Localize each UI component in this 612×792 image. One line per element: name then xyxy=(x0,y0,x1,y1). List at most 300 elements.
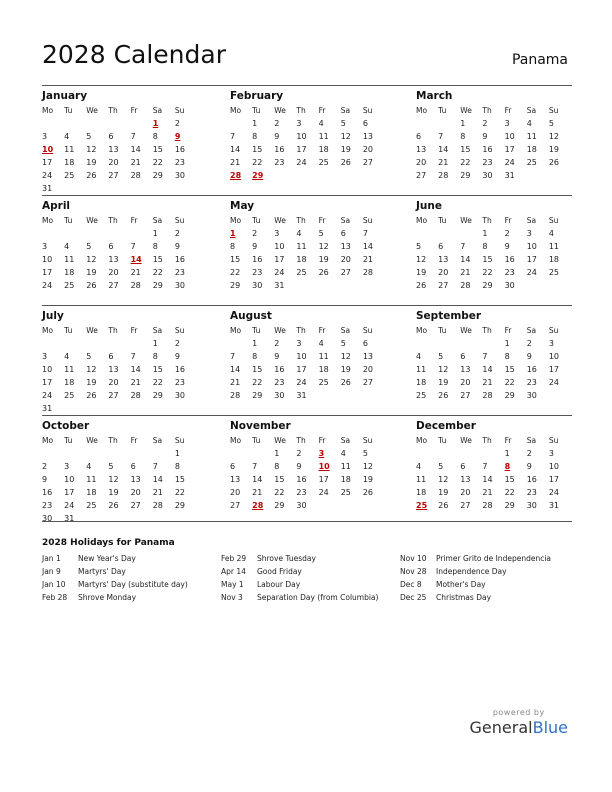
day-cell: 31 xyxy=(64,514,75,523)
day-cell: 3 xyxy=(548,449,554,458)
day-cell: 2 xyxy=(504,229,510,238)
day-cell: 25 xyxy=(340,488,351,497)
weekday-header xyxy=(416,214,571,227)
day-cell: 28 xyxy=(230,391,241,400)
empty-cell xyxy=(86,117,108,130)
day-cell: 27 xyxy=(108,391,119,400)
day-cell: 18 xyxy=(340,475,351,484)
day-cell: 27 xyxy=(340,268,351,277)
empty-cell xyxy=(416,337,438,350)
day-cell: 23 xyxy=(526,378,537,387)
weekday-label: Fr xyxy=(130,326,138,335)
day-cell: 6 xyxy=(362,339,368,348)
weekday-label: We xyxy=(274,436,286,445)
calendar-row xyxy=(42,305,572,415)
empty-cell xyxy=(175,512,197,525)
day-cell: 9 xyxy=(252,242,258,251)
day-cell: 2 xyxy=(274,119,280,128)
weekday-label: Th xyxy=(296,326,306,335)
day-cell: 22 xyxy=(152,378,163,387)
week-row xyxy=(230,447,385,460)
day-cell: 14 xyxy=(482,475,493,484)
day-cell: 23 xyxy=(482,158,493,167)
week-row xyxy=(42,402,197,415)
week-row xyxy=(230,279,385,292)
weekday-label: Th xyxy=(482,436,492,445)
empty-cell xyxy=(527,279,549,292)
weekday-label: Su xyxy=(174,216,185,225)
weekday-label: Su xyxy=(548,106,559,115)
month-june xyxy=(416,198,571,292)
day-cell: 30 xyxy=(482,171,493,180)
day-cell: 15 xyxy=(230,255,241,264)
empty-cell xyxy=(341,499,363,512)
day-cell: 14 xyxy=(152,475,163,484)
week-row xyxy=(416,240,571,253)
day-cell: 19 xyxy=(362,475,374,484)
month-name: December xyxy=(416,420,476,432)
day-cell: 7 xyxy=(230,132,236,141)
day-cell: 9 xyxy=(296,462,302,471)
holiday-name: Primer Grito de Independencia xyxy=(436,554,551,563)
day-cell: 6 xyxy=(340,229,346,238)
weekday-label: Th xyxy=(296,436,306,445)
day-cell: 31 xyxy=(296,391,307,400)
day-cell: 6 xyxy=(438,242,444,251)
day-cell: 11 xyxy=(86,475,97,484)
day-cell: 6 xyxy=(130,462,136,471)
empty-cell xyxy=(42,337,64,350)
holiday-date: Jan 10 xyxy=(42,580,66,589)
day-cell: 18 xyxy=(318,365,329,374)
day-cell: 30 xyxy=(526,501,537,510)
day-cell: 7 xyxy=(152,462,158,471)
weekday-label: We xyxy=(460,436,472,445)
empty-cell xyxy=(460,447,482,460)
weekday-label: Mo xyxy=(416,436,428,445)
day-cell: 24 xyxy=(526,268,537,277)
weekday-header xyxy=(42,434,197,447)
weekday-label: Tu xyxy=(64,436,73,445)
empty-cell xyxy=(153,447,175,460)
weekday-header xyxy=(42,214,197,227)
day-cell: 5 xyxy=(416,242,422,251)
month-may xyxy=(230,198,385,292)
day-cell: 1 xyxy=(252,339,258,348)
day-cell: 18 xyxy=(318,145,329,154)
week-row xyxy=(416,279,571,292)
weekday-header xyxy=(42,324,197,337)
day-cell: 12 xyxy=(438,365,449,374)
month-name: September xyxy=(416,310,482,322)
empty-cell xyxy=(86,512,108,525)
day-cell: 3 xyxy=(548,339,554,348)
day-cell: 29 xyxy=(482,281,493,290)
weekday-label: We xyxy=(86,326,98,335)
day-cell: 9 xyxy=(482,132,488,141)
week-row xyxy=(42,240,197,253)
day-cell: 29 xyxy=(504,501,515,510)
day-cell: 29 xyxy=(152,171,163,180)
day-cell: 14 xyxy=(230,365,241,374)
holiday-day: 1 xyxy=(152,119,159,128)
day-cell: 1 xyxy=(252,119,258,128)
weekday-label: We xyxy=(274,106,286,115)
empty-cell xyxy=(341,279,363,292)
weekday-label: Tu xyxy=(252,436,261,445)
weekday-label: We xyxy=(86,106,98,115)
day-cell: 26 xyxy=(362,488,374,497)
day-cell: 8 xyxy=(460,132,466,141)
week-row xyxy=(416,253,571,266)
calendar-row xyxy=(42,85,572,195)
day-cell: 13 xyxy=(108,145,119,154)
day-cell: 28 xyxy=(130,171,141,180)
week-row xyxy=(42,499,197,512)
day-cell: 27 xyxy=(130,501,141,510)
month-january xyxy=(42,88,197,195)
holiday-day: 28 xyxy=(252,501,264,510)
day-cell: 13 xyxy=(362,352,374,361)
day-cell: 17 xyxy=(296,365,307,374)
weekday-label: We xyxy=(460,216,472,225)
day-cell: 2 xyxy=(482,119,488,128)
weekday-label: Sa xyxy=(526,216,537,225)
empty-cell xyxy=(363,279,385,292)
day-cell: 31 xyxy=(42,404,53,413)
empty-cell xyxy=(108,402,130,415)
weekday-label: Fr xyxy=(318,436,326,445)
day-cell: 18 xyxy=(296,255,307,264)
day-cell: 24 xyxy=(274,268,285,277)
weekday-label: Mo xyxy=(42,436,54,445)
empty-cell xyxy=(131,402,153,415)
day-cell: 5 xyxy=(318,229,324,238)
day-cell: 27 xyxy=(416,171,427,180)
weekday-label: Tu xyxy=(64,106,73,115)
day-cell: 11 xyxy=(296,242,307,251)
empty-cell xyxy=(230,337,252,350)
holiday-date: Feb 28 xyxy=(42,593,68,602)
day-cell: 10 xyxy=(526,242,537,251)
day-cell: 17 xyxy=(64,488,75,497)
day-cell: 11 xyxy=(64,145,75,154)
day-cell: 31 xyxy=(548,501,560,510)
day-cell: 23 xyxy=(526,488,537,497)
day-cell: 19 xyxy=(438,378,449,387)
empty-cell xyxy=(108,447,130,460)
day-cell: 7 xyxy=(130,352,136,361)
month-name: November xyxy=(230,420,291,432)
holiday-date: Nov 28 xyxy=(400,567,427,576)
day-cell: 4 xyxy=(526,119,532,128)
week-row xyxy=(42,169,197,182)
day-cell: 21 xyxy=(482,378,493,387)
empty-cell xyxy=(438,117,460,130)
day-cell: 13 xyxy=(362,132,374,141)
holiday-name: Martyrs' Day xyxy=(78,567,126,576)
day-cell: 20 xyxy=(460,378,471,387)
holiday-day: 28 xyxy=(230,171,242,180)
day-cell: 5 xyxy=(108,462,114,471)
day-cell: 27 xyxy=(460,501,471,510)
day-cell: 30 xyxy=(504,281,515,290)
empty-cell xyxy=(64,117,86,130)
day-cell: 21 xyxy=(230,158,241,167)
week-row xyxy=(42,486,197,499)
empty-cell xyxy=(108,117,130,130)
empty-cell xyxy=(86,227,108,240)
week-row xyxy=(230,169,385,182)
day-cell: 1 xyxy=(152,229,158,238)
day-cell: 20 xyxy=(416,158,427,167)
holiday-day: 25 xyxy=(416,501,428,510)
weekday-label: We xyxy=(86,436,98,445)
weekday-label: Fr xyxy=(504,106,512,115)
empty-cell xyxy=(64,227,86,240)
empty-cell xyxy=(341,389,363,402)
day-cell: 21 xyxy=(130,378,141,387)
day-cell: 14 xyxy=(438,145,449,154)
empty-cell xyxy=(131,337,153,350)
week-row xyxy=(42,182,197,195)
weekday-label: Sa xyxy=(340,216,351,225)
day-cell: 26 xyxy=(108,501,119,510)
day-cell: 20 xyxy=(108,378,119,387)
day-cell: 1 xyxy=(504,449,510,458)
day-cell: 4 xyxy=(548,229,554,238)
holidays-column xyxy=(42,552,217,604)
brand-name xyxy=(470,718,568,737)
day-cell: 9 xyxy=(42,475,48,484)
day-cell: 30 xyxy=(174,391,186,400)
day-cell: 27 xyxy=(362,378,374,387)
holiday-name: New Year's Day xyxy=(78,554,136,563)
day-cell: 29 xyxy=(230,281,241,290)
holidays-column xyxy=(400,552,575,604)
holiday-name: Labour Day xyxy=(257,580,301,589)
empty-cell xyxy=(363,499,385,512)
weekday-label: We xyxy=(86,216,98,225)
day-cell: 26 xyxy=(438,501,449,510)
day-cell: 16 xyxy=(526,475,537,484)
empty-cell xyxy=(482,447,504,460)
day-cell: 9 xyxy=(274,352,280,361)
holiday-date: Jan 9 xyxy=(42,567,61,576)
empty-cell xyxy=(416,447,438,460)
empty-cell xyxy=(175,402,197,415)
day-cell: 1 xyxy=(504,339,510,348)
empty-cell xyxy=(153,182,175,195)
day-cell: 19 xyxy=(108,488,119,497)
day-cell: 5 xyxy=(362,449,368,458)
holiday-date: Jan 1 xyxy=(42,554,61,563)
day-cell: 16 xyxy=(274,145,285,154)
weekday-label: Sa xyxy=(152,216,163,225)
weekday-label: Su xyxy=(548,436,559,445)
week-row xyxy=(230,266,385,279)
day-cell: 12 xyxy=(318,242,329,251)
holiday-day: 10 xyxy=(42,145,54,154)
day-cell: 4 xyxy=(416,352,422,361)
month-name: July xyxy=(42,310,64,322)
month-name: March xyxy=(416,90,453,102)
weekday-label: Th xyxy=(296,216,306,225)
week-row xyxy=(230,337,385,350)
weekday-label: Su xyxy=(548,326,559,335)
weekday-label: We xyxy=(274,326,286,335)
day-cell: 13 xyxy=(108,365,119,374)
day-cell: 13 xyxy=(460,365,471,374)
day-cell: 19 xyxy=(438,488,449,497)
month-december xyxy=(416,418,571,512)
day-cell: 7 xyxy=(460,242,466,251)
week-row xyxy=(416,486,571,499)
day-cell: 11 xyxy=(64,365,75,374)
month-name: June xyxy=(416,200,442,212)
weekday-header xyxy=(230,324,385,337)
week-row xyxy=(230,499,385,512)
day-cell: 18 xyxy=(526,145,537,154)
day-cell: 6 xyxy=(362,119,368,128)
holiday-day: 9 xyxy=(174,132,181,141)
weekday-label: Sa xyxy=(340,106,351,115)
day-cell: 24 xyxy=(548,378,560,387)
day-cell: 2 xyxy=(274,339,280,348)
day-cell: 5 xyxy=(86,132,92,141)
day-cell: 5 xyxy=(340,119,346,128)
day-cell: 21 xyxy=(482,488,493,497)
week-row xyxy=(42,337,197,350)
day-cell: 20 xyxy=(460,488,471,497)
calendar-row xyxy=(42,415,572,525)
day-cell: 5 xyxy=(86,352,92,361)
weekday-header xyxy=(416,434,571,447)
day-cell: 4 xyxy=(64,352,70,361)
weekday-label: Mo xyxy=(230,106,242,115)
week-row xyxy=(416,363,571,376)
weekday-label: Tu xyxy=(64,216,73,225)
weekday-label: We xyxy=(460,326,472,335)
brand-logo[interactable] xyxy=(470,708,568,737)
day-cell: 23 xyxy=(174,158,186,167)
holiday-item xyxy=(42,591,217,604)
week-row xyxy=(416,350,571,363)
day-cell: 11 xyxy=(340,462,351,471)
day-cell: 4 xyxy=(318,339,324,348)
month-name: April xyxy=(42,200,71,212)
day-cell: 11 xyxy=(548,242,560,251)
weekday-label: Fr xyxy=(130,436,138,445)
weekday-label: Su xyxy=(362,326,373,335)
weekday-header xyxy=(230,434,385,447)
empty-cell xyxy=(153,512,175,525)
day-cell: 17 xyxy=(548,475,560,484)
day-cell: 10 xyxy=(274,242,285,251)
day-cell: 17 xyxy=(318,475,329,484)
week-row xyxy=(42,460,197,473)
day-cell: 30 xyxy=(274,391,285,400)
day-cell: 29 xyxy=(274,501,285,510)
day-cell: 11 xyxy=(416,365,427,374)
holiday-name: Good Friday xyxy=(257,567,302,576)
day-cell: 15 xyxy=(274,475,285,484)
day-cell: 23 xyxy=(274,158,285,167)
day-cell: 22 xyxy=(152,158,163,167)
day-cell: 20 xyxy=(230,488,241,497)
holiday-date: Nov 3 xyxy=(221,593,243,602)
weekday-label: Mo xyxy=(230,436,242,445)
day-cell: 15 xyxy=(174,475,186,484)
day-cell: 23 xyxy=(296,488,307,497)
empty-cell xyxy=(319,499,341,512)
day-cell: 19 xyxy=(340,145,351,154)
week-row xyxy=(416,376,571,389)
day-cell: 7 xyxy=(130,132,136,141)
day-cell: 24 xyxy=(296,158,307,167)
day-cell: 12 xyxy=(340,132,351,141)
day-cell: 22 xyxy=(504,488,515,497)
weekday-label: Fr xyxy=(504,216,512,225)
weekday-header xyxy=(416,104,571,117)
day-cell: 23 xyxy=(504,268,515,277)
day-cell: 20 xyxy=(108,268,119,277)
day-cell: 14 xyxy=(362,242,374,251)
weekday-label: Tu xyxy=(438,326,447,335)
day-cell: 9 xyxy=(174,242,180,251)
day-cell: 22 xyxy=(274,488,285,497)
weekday-header xyxy=(42,104,197,117)
week-row xyxy=(42,447,197,460)
day-cell: 12 xyxy=(86,145,97,154)
month-name: August xyxy=(230,310,272,322)
weekday-label: Fr xyxy=(130,216,138,225)
empty-cell xyxy=(131,512,153,525)
weekday-label: Fr xyxy=(130,106,138,115)
empty-cell xyxy=(252,447,274,460)
weekday-label: Th xyxy=(482,216,492,225)
day-cell: 15 xyxy=(482,255,493,264)
weekday-label: Su xyxy=(362,216,373,225)
weekday-label: Mo xyxy=(416,106,428,115)
day-cell: 17 xyxy=(504,145,515,154)
weekday-label: Th xyxy=(482,326,492,335)
weekday-label: Th xyxy=(296,106,306,115)
day-cell: 10 xyxy=(548,352,560,361)
day-cell: 23 xyxy=(252,268,263,277)
weekday-label: Sa xyxy=(526,106,537,115)
day-cell: 14 xyxy=(130,365,141,374)
weekday-label: Th xyxy=(108,326,118,335)
week-row xyxy=(416,130,571,143)
day-cell: 8 xyxy=(152,352,158,361)
day-cell: 22 xyxy=(460,158,471,167)
day-cell: 8 xyxy=(482,242,488,251)
day-cell: 19 xyxy=(548,145,560,154)
day-cell: 1 xyxy=(274,449,280,458)
weekday-label: Tu xyxy=(64,326,73,335)
day-cell: 17 xyxy=(42,158,53,167)
holiday-item xyxy=(221,552,396,565)
week-row xyxy=(230,156,385,169)
day-cell: 9 xyxy=(504,242,510,251)
empty-cell xyxy=(549,169,571,182)
holiday-date: Feb 29 xyxy=(221,554,247,563)
empty-cell xyxy=(42,117,64,130)
day-cell: 8 xyxy=(252,132,258,141)
day-cell: 18 xyxy=(548,255,560,264)
day-cell: 4 xyxy=(416,462,422,471)
